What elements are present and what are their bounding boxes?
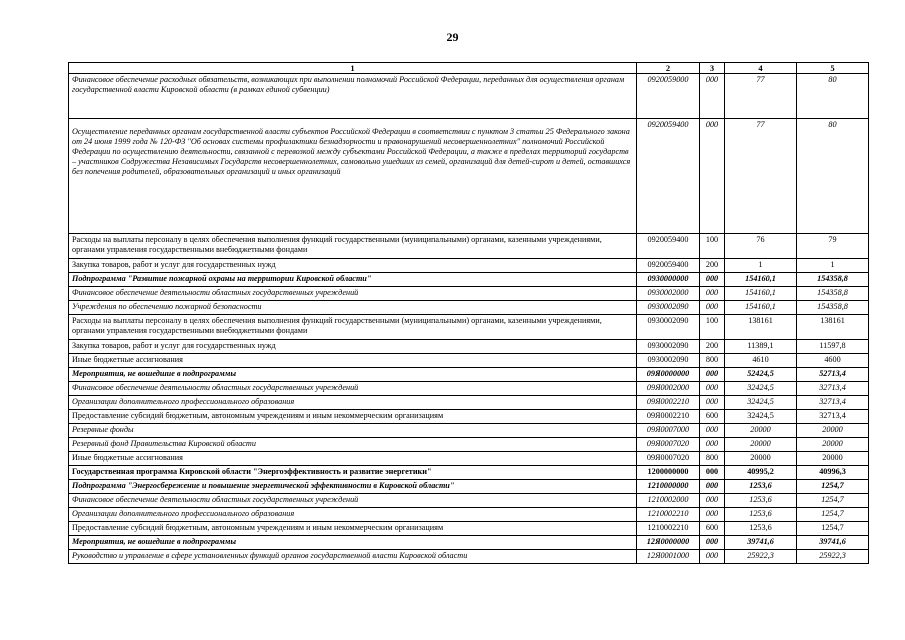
row-type-cell: 000 <box>700 396 725 410</box>
row-code-cell: 0930002090 <box>637 354 700 368</box>
table-row <box>69 273 869 287</box>
row-name-cell: Финансовое обеспечение деятельности областных государственных учреждений <box>69 494 637 508</box>
row-type-cell: 600 <box>700 410 725 424</box>
table-row <box>69 438 869 452</box>
row-value-col5: 40996,3 <box>797 466 869 480</box>
row-code-cell: 1210000000 <box>637 480 700 494</box>
row-code-cell: 09Я0000000 <box>637 368 700 382</box>
row-code-cell: 09Я0002210 <box>637 396 700 410</box>
row-type-cell: 000 <box>700 536 725 550</box>
row-value-col4: 39741,6 <box>725 536 797 550</box>
row-name-cell: Подпрограмма "Развитие пожарной охраны на территории Кировской области" <box>69 273 637 287</box>
row-name-cell: Предоставление субсидий бюджетным, автономным учреждениям и иным некоммерческим организациям <box>69 522 637 536</box>
row-value-col4: 32424,5 <box>725 382 797 396</box>
table-row <box>69 287 869 301</box>
row-value-col4: 25922,3 <box>725 550 797 564</box>
table-row <box>69 452 869 466</box>
row-type-cell: 800 <box>700 354 725 368</box>
table-row <box>69 522 869 536</box>
row-name-cell: Мероприятия, не вошедшие в подпрограммы <box>69 368 637 382</box>
table-row <box>69 315 869 340</box>
row-value-col5: 1 <box>797 259 869 273</box>
row-value-col5: 1254,7 <box>797 522 869 536</box>
header-col-5: 5 <box>797 63 869 74</box>
row-code-cell: 12Я0000000 <box>637 536 700 550</box>
row-type-cell: 200 <box>700 340 725 354</box>
row-value-col5: 32713,4 <box>797 382 869 396</box>
row-value-col4: 76 <box>725 234 797 259</box>
row-value-col4: 4610 <box>725 354 797 368</box>
table-header-row <box>69 63 869 74</box>
row-name-cell: Расходы на выплаты персоналу в целях обеспечения выполнения функций государственными (муниципальными) органами, казенными учреждениями, органами управления государственными внебюджетными фондами <box>69 315 637 340</box>
row-value-col4: 138161 <box>725 315 797 340</box>
row-code-cell: 0930002090 <box>637 315 700 340</box>
row-name-cell: Финансовое обеспечение деятельности областных государственных учреждений <box>69 382 637 396</box>
row-type-cell: 000 <box>700 466 725 480</box>
row-code-cell: 1210002210 <box>637 522 700 536</box>
row-value-col4: 77 <box>725 74 797 119</box>
row-name-cell: Предоставление субсидий бюджетным, автономным учреждениям и иным некоммерческим организациям <box>69 410 637 424</box>
row-name-cell: Иные бюджетные ассигнования <box>69 452 637 466</box>
row-type-cell: 100 <box>700 234 725 259</box>
row-value-col5: 20000 <box>797 438 869 452</box>
budget-table <box>68 62 869 564</box>
row-value-col5: 39741,6 <box>797 536 869 550</box>
row-code-cell: 12Я0001000 <box>637 550 700 564</box>
row-value-col5: 32713,4 <box>797 396 869 410</box>
row-type-cell: 000 <box>700 480 725 494</box>
table-row <box>69 368 869 382</box>
table-row <box>69 382 869 396</box>
row-name-cell: Финансовое обеспечение деятельности областных государственных учреждений <box>69 287 637 301</box>
table-row <box>69 354 869 368</box>
row-value-col5: 80 <box>797 74 869 119</box>
row-code-cell: 09Я0002000 <box>637 382 700 396</box>
row-code-cell: 0930002090 <box>637 301 700 315</box>
row-value-col4: 20000 <box>725 424 797 438</box>
table-row <box>69 119 869 234</box>
row-code-cell: 0930002090 <box>637 340 700 354</box>
row-value-col5: 4600 <box>797 354 869 368</box>
row-value-col4: 1 <box>725 259 797 273</box>
row-code-cell: 09Я0002210 <box>637 410 700 424</box>
row-type-cell: 000 <box>700 494 725 508</box>
row-value-col5: 25922,3 <box>797 550 869 564</box>
row-code-cell: 1210002000 <box>637 494 700 508</box>
row-value-col5: 154358,8 <box>797 301 869 315</box>
row-name-cell: Руководство и управление в сфере установленных функций органов государственной власти Кировской области <box>69 550 637 564</box>
row-value-col4: 77 <box>725 119 797 234</box>
row-value-col4: 154160,1 <box>725 273 797 287</box>
row-type-cell: 000 <box>700 424 725 438</box>
row-name-cell: Государственная программа Кировской области "Энергоэффективность и развитие энергетики" <box>69 466 637 480</box>
table-row <box>69 550 869 564</box>
row-value-col4: 154160,1 <box>725 287 797 301</box>
row-code-cell: 0920059400 <box>637 234 700 259</box>
row-name-cell: Резервный фонд Правительства Кировской области <box>69 438 637 452</box>
row-value-col4: 32424,5 <box>725 396 797 410</box>
row-type-cell: 000 <box>700 74 725 119</box>
row-name-cell: Мероприятия, не вошедшие в подпрограммы <box>69 536 637 550</box>
table-row <box>69 536 869 550</box>
row-name-cell: Организации дополнительного профессионального образования <box>69 508 637 522</box>
table-row <box>69 466 869 480</box>
table-row <box>69 74 869 119</box>
row-type-cell: 000 <box>700 368 725 382</box>
row-name-cell: Учреждения по обеспечению пожарной безопасности <box>69 301 637 315</box>
row-type-cell: 000 <box>700 382 725 396</box>
row-value-col5: 20000 <box>797 424 869 438</box>
row-value-col5: 11597,8 <box>797 340 869 354</box>
row-code-cell: 0920059400 <box>637 119 700 234</box>
header-col-3: 3 <box>700 63 725 74</box>
row-name-cell: Закупка товаров, работ и услуг для государственных нужд <box>69 259 637 273</box>
table-row <box>69 480 869 494</box>
row-code-cell: 0930002000 <box>637 287 700 301</box>
row-value-col5: 20000 <box>797 452 869 466</box>
page-number: 29 <box>446 30 459 44</box>
row-name-cell: Подпрограмма "Энергосбережение и повышение энергетической эффективности в Кировской области" <box>69 480 637 494</box>
row-type-cell: 000 <box>700 287 725 301</box>
table-row <box>69 340 869 354</box>
row-value-col4: 40995,2 <box>725 466 797 480</box>
row-value-col5: 1254,7 <box>797 508 869 522</box>
row-name-cell: Финансовое обеспечение расходных обязательств, возникающих при выполнении полномочий Российской Федерации, переданных для осуществления органам государственной власти Кировской области (в рамках единой субвенции) <box>69 74 637 119</box>
row-type-cell: 200 <box>700 259 725 273</box>
row-type-cell: 000 <box>700 273 725 287</box>
row-name-cell: Резервные фонды <box>69 424 637 438</box>
row-name-cell: Закупка товаров, работ и услуг для государственных нужд <box>69 340 637 354</box>
row-value-col5: 1254,7 <box>797 480 869 494</box>
table-row <box>69 424 869 438</box>
row-type-cell: 600 <box>700 522 725 536</box>
row-value-col5: 52713,4 <box>797 368 869 382</box>
row-value-col5: 32713,4 <box>797 410 869 424</box>
row-value-col4: 52424,5 <box>725 368 797 382</box>
row-value-col5: 138161 <box>797 315 869 340</box>
table-row <box>69 396 869 410</box>
row-code-cell: 1200000000 <box>637 466 700 480</box>
row-code-cell: 09Я0007020 <box>637 452 700 466</box>
row-value-col4: 32424,5 <box>725 410 797 424</box>
row-type-cell: 100 <box>700 315 725 340</box>
row-code-cell: 0920059400 <box>637 259 700 273</box>
row-name-cell: Иные бюджетные ассигнования <box>69 354 637 368</box>
row-value-col4: 1253,6 <box>725 508 797 522</box>
row-type-cell: 000 <box>700 508 725 522</box>
table-row <box>69 259 869 273</box>
row-type-cell: 000 <box>700 119 725 234</box>
table-row <box>69 410 869 424</box>
table-row <box>69 508 869 522</box>
row-value-col4: 1253,6 <box>725 522 797 536</box>
row-code-cell: 0930000000 <box>637 273 700 287</box>
row-value-col5: 154358,8 <box>797 287 869 301</box>
header-col-1: 1 <box>69 63 637 74</box>
row-value-col4: 20000 <box>725 438 797 452</box>
header-col-4: 4 <box>725 63 797 74</box>
row-value-col5: 154358,8 <box>797 273 869 287</box>
row-type-cell: 000 <box>700 438 725 452</box>
row-code-cell: 09Я0007000 <box>637 424 700 438</box>
row-type-cell: 000 <box>700 301 725 315</box>
header-col-2: 2 <box>637 63 700 74</box>
row-name-cell: Организации дополнительного профессионального образования <box>69 396 637 410</box>
row-value-col4: 1253,6 <box>725 494 797 508</box>
table-row <box>69 494 869 508</box>
row-name-cell: Осуществление переданных органам государственной власти субъектов Российской Федерации в соответствии с пунктом 3 статьи 25 Федерального закона от 24 июня 1999 года № 120-ФЗ "Об основах системы профилактики безнадзорности и правонарушений несовершеннолетних" полномочий Российской Федерации по осуществлению деятельности, связанной с перевозкой между субъектами Российской Федерации, а также в пределах территорий государств – участников Содружества Независимых Государств несовершеннолетних, самовольно ушедших из семей, организаций для детей-сирот и детей, оставшихся без попечения родителей, образовательных организаций и иных организаций <box>69 119 637 234</box>
row-code-cell: 09Я0007020 <box>637 438 700 452</box>
table-row <box>69 301 869 315</box>
row-value-col5: 1254,7 <box>797 494 869 508</box>
table-body <box>69 74 869 564</box>
row-value-col5: 80 <box>797 119 869 234</box>
row-type-cell: 800 <box>700 452 725 466</box>
row-code-cell: 0920059000 <box>637 74 700 119</box>
row-name-cell: Расходы на выплаты персоналу в целях обеспечения выполнения функций государственными (муниципальными) органами, казенными учреждениями, органами управления государственными внебюджетными фондами <box>69 234 637 259</box>
row-value-col5: 79 <box>797 234 869 259</box>
row-value-col4: 20000 <box>725 452 797 466</box>
row-code-cell: 1210002210 <box>637 508 700 522</box>
table-row <box>69 234 869 259</box>
row-type-cell: 000 <box>700 550 725 564</box>
row-value-col4: 154160,1 <box>725 301 797 315</box>
row-value-col4: 11389,1 <box>725 340 797 354</box>
row-value-col4: 1253,6 <box>725 480 797 494</box>
